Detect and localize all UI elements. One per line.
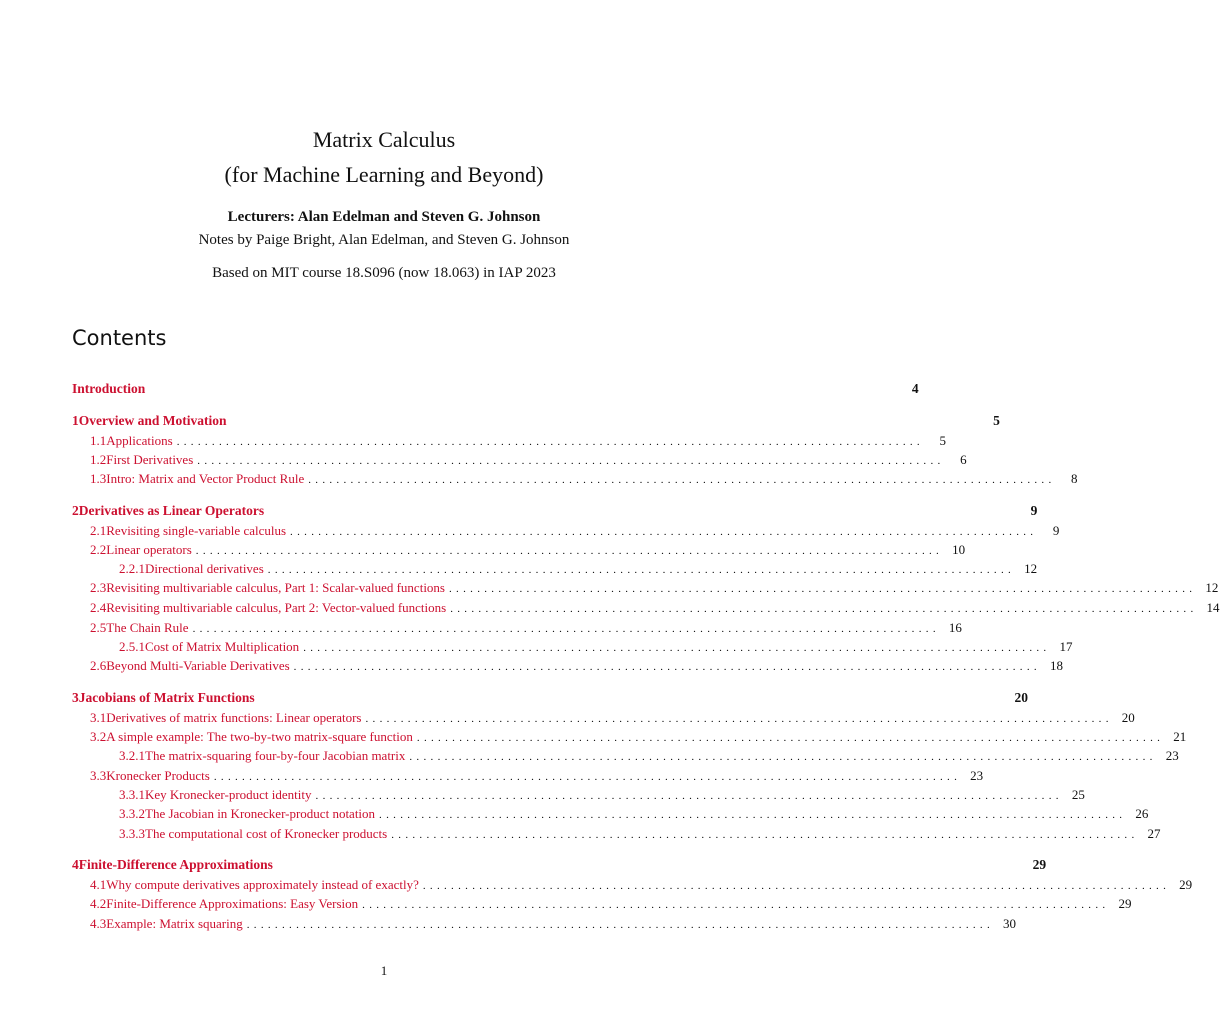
toc-entry-label: Introduction	[72, 381, 146, 396]
toc-subsection-3-3-1[interactable]: 3.3.1 Key Kronecker-product identity .......................................................................................................... 25	[119, 787, 1085, 802]
title-line-2: (for Machine Learning and Beyond)	[224, 162, 544, 187]
toc-entry-number: 3.3	[90, 768, 107, 783]
toc-entry-number: 4.2	[90, 896, 107, 911]
toc-entry-label: Directional derivatives	[145, 561, 264, 576]
toc-entry-label: First Derivatives	[106, 452, 194, 467]
toc-entry-number: 2.1	[90, 523, 107, 538]
toc-section-2-3[interactable]: 2.3 Revisiting multivariable calculus, Part 1: Scalar-valued functions .......................................................................................................... 12	[90, 580, 1219, 595]
toc-entry-label: A simple example: The two-by-two matrix-square function	[106, 729, 413, 744]
toc-subsection-3-3-2[interactable]: 3.3.2 The Jacobian in Kronecker-product notation .......................................................................................................... 26	[119, 806, 1149, 821]
toc-chapter-3[interactable]	[72, 689, 1028, 707]
toc-entry-page: 30	[1003, 916, 1017, 931]
toc-entry-number: 3.1	[90, 710, 107, 725]
title-line-1: Matrix Calculus	[312, 127, 456, 152]
toc-entry-page: 6	[960, 452, 967, 467]
toc-entry-label: Cost of Matrix Multiplication	[145, 639, 300, 654]
toc-section-2-2[interactable]: 2.2 Linear operators .......................................................................................................... 10	[90, 542, 966, 557]
toc-entry-page: 4	[911, 381, 919, 396]
page-number: 1	[380, 963, 388, 978]
toc-section-1-3[interactable]: 1.3 Intro: Matrix and Vector Product Rule .......................................................................................................... 8	[90, 471, 1078, 486]
toc-entry-number: 2.2	[90, 542, 107, 557]
toc-entry-number: 3	[72, 690, 79, 705]
toc-entry-page: 12	[1205, 580, 1219, 595]
toc-entry-label: The Chain Rule	[106, 620, 189, 635]
toc-entry-number: 3.3.3	[119, 826, 145, 841]
toc-section-2-5[interactable]: 2.5 The Chain Rule .......................................................................................................... 16	[90, 620, 962, 635]
toc-section-1-2[interactable]: 1.2 First Derivatives .......................................................................................................... 6	[90, 452, 967, 467]
toc-entry-label: Derivatives of matrix functions: Linear operators	[106, 710, 362, 725]
toc-entry-label: Linear operators	[106, 542, 192, 557]
contents-heading: Contents	[72, 326, 167, 350]
toc-entry-page: 29	[1032, 857, 1047, 872]
toc-entry-page: 9	[1052, 523, 1060, 538]
toc-entry-page: 23	[1165, 748, 1179, 763]
toc-entry-page: 29	[1118, 896, 1132, 911]
toc-entry-number: 3.3.1	[119, 787, 145, 802]
toc-entry-label: Revisiting multivariable calculus, Part 2: Vector-valued functions	[106, 600, 447, 615]
toc-entry-number: 4	[72, 857, 79, 872]
toc-entry-label: Jacobians of Matrix Functions	[78, 690, 255, 705]
toc-entry-page: 25	[1071, 787, 1085, 802]
toc-entry-label: Revisiting single-variable calculus	[106, 523, 287, 538]
toc-subsection-3-2-1[interactable]: 3.2.1 The matrix-squaring four-by-four Jacobian matrix .......................................................................................................... 23	[119, 748, 1179, 763]
toc-entry-page: 26	[1135, 806, 1149, 821]
toc-entry-number: 2	[72, 503, 79, 518]
toc-entry-number: 2.5.1	[119, 639, 145, 654]
toc-chapter-4[interactable]	[72, 856, 1047, 874]
toc-chapter-2[interactable]	[72, 502, 1038, 520]
toc-entry-page: 14	[1206, 600, 1220, 615]
toc-entry-number: 2.5	[90, 620, 107, 635]
toc-entry-number: 2.4	[90, 600, 107, 615]
toc-section-2-1[interactable]: 2.1 Revisiting single-variable calculus .......................................................................................................... 9	[90, 523, 1060, 538]
toc-subsection-2-2-1[interactable]: 2.2.1 Directional derivatives .......................................................................................................... 12	[119, 561, 1038, 576]
toc-chapter-1[interactable]	[72, 412, 1000, 430]
toc-entry-number: 4.3	[90, 916, 107, 931]
toc-entry-page: 5	[939, 433, 946, 448]
toc-entry-label: Why compute derivatives approximately instead of exactly?	[106, 877, 419, 892]
toc-entry-label: Derivatives as Linear Operators	[78, 503, 265, 518]
toc-entry-page: 9	[1030, 503, 1038, 518]
toc-entry-page: 10	[952, 542, 966, 557]
toc-entry-page: 16	[948, 620, 962, 635]
toc-entry-number: 3.2.1	[119, 748, 145, 763]
toc-entry-label: Example: Matrix squaring	[106, 916, 243, 931]
toc-entry-label: Beyond Multi-Variable Derivatives	[106, 658, 290, 673]
toc-entry-label: Key Kronecker-product identity	[145, 787, 312, 802]
toc-section-2-6[interactable]: 2.6 Beyond Multi-Variable Derivatives .......................................................................................................... 18	[90, 658, 1063, 673]
toc-entry-label: Finite-Difference Approximations: Easy Version	[106, 896, 359, 911]
toc-section-4-3[interactable]: 4.3 Example: Matrix squaring .......................................................................................................... 30	[90, 916, 1017, 931]
toc-section-4-2[interactable]: 4.2 Finite-Difference Approximations: Easy Version .......................................................................................................... 29	[90, 896, 1132, 911]
toc-entry-page: 17	[1059, 639, 1073, 654]
toc-entry-label: Intro: Matrix and Vector Product Rule	[106, 471, 305, 486]
lecturers: Lecturers: Alan Edelman and Steven G. Johnson	[227, 209, 541, 225]
toc-entry-page: 5	[993, 413, 1000, 428]
toc-section-1-1[interactable]: 1.1 Applications .......................................................................................................... 5	[90, 433, 946, 448]
toc-entry-label: Finite-Difference Approximations	[78, 857, 273, 872]
notes-by: Notes by Paige Bright, Alan Edelman, and Steven G. Johnson	[198, 232, 570, 248]
toc-section-4-1[interactable]: 4.1 Why compute derivatives approximately instead of exactly? .......................................................................................................... 29	[90, 877, 1193, 892]
toc-entry-number: 1.1	[90, 433, 107, 448]
based-on: Based on MIT course 18.S096 (now 18.063) in IAP 2023	[212, 265, 556, 281]
toc-entry-label: Overview and Motivation	[78, 413, 227, 428]
toc-section-3-2[interactable]: 3.2 A simple example: The two-by-two matrix-square function .......................................................................................................... 21	[90, 729, 1187, 744]
toc-entry-page: 23	[970, 768, 984, 783]
toc-section-3-1[interactable]: 3.1 Derivatives of matrix functions: Linear operators .......................................................................................................... 20	[90, 710, 1135, 725]
toc-entry-label: The Jacobian in Kronecker-product notation	[145, 806, 376, 821]
toc-entry-page: 21	[1173, 729, 1187, 744]
toc-entry-number: 1	[72, 413, 79, 428]
toc-entry-number: 2.2.1	[119, 561, 145, 576]
toc-entry-label: The computational cost of Kronecker products	[145, 826, 388, 841]
toc-entry-page: 27	[1147, 826, 1161, 841]
toc-section-3-3[interactable]: 3.3 Kronecker Products .......................................................................................................... 23	[90, 768, 984, 783]
toc-entry-number: 1.2	[90, 452, 107, 467]
toc-entry-label: Applications	[106, 433, 173, 448]
toc-section-2-4[interactable]: 2.4 Revisiting multivariable calculus, Part 2: Vector-valued functions .......................................................................................................... 14	[90, 600, 1220, 615]
toc-entry-page: 8	[1071, 471, 1078, 486]
toc-subsection-3-3-3[interactable]: 3.3.3 The computational cost of Kronecker products .......................................................................................................... 27	[119, 826, 1161, 841]
toc-entry-page: 20	[1121, 710, 1135, 725]
toc-entry-number: 2.6	[90, 658, 107, 673]
toc-entry-label: Kronecker Products	[106, 768, 210, 783]
toc-entry-page: 12	[1024, 561, 1038, 576]
toc-entry-label: The matrix-squaring four-by-four Jacobian matrix	[145, 748, 406, 763]
toc-entry-number: 3.2	[90, 729, 107, 744]
toc-entry-number: 2.3	[90, 580, 107, 595]
toc-entry-page: 20	[1014, 690, 1028, 705]
toc-entry-number: 3.3.2	[119, 806, 145, 821]
toc-entry-page: 18	[1049, 658, 1063, 673]
toc-entry-number: 1.3	[90, 471, 107, 486]
toc-entry-page: 29	[1179, 877, 1193, 892]
toc-entry-label: Revisiting multivariable calculus, Part 1: Scalar-valued functions	[106, 580, 445, 595]
toc-entry-introduction[interactable]	[72, 380, 919, 398]
toc-entry-number: 4.1	[90, 877, 107, 892]
toc-subsection-2-5-1[interactable]: 2.5.1 Cost of Matrix Multiplication .......................................................................................................... 17	[119, 639, 1073, 654]
